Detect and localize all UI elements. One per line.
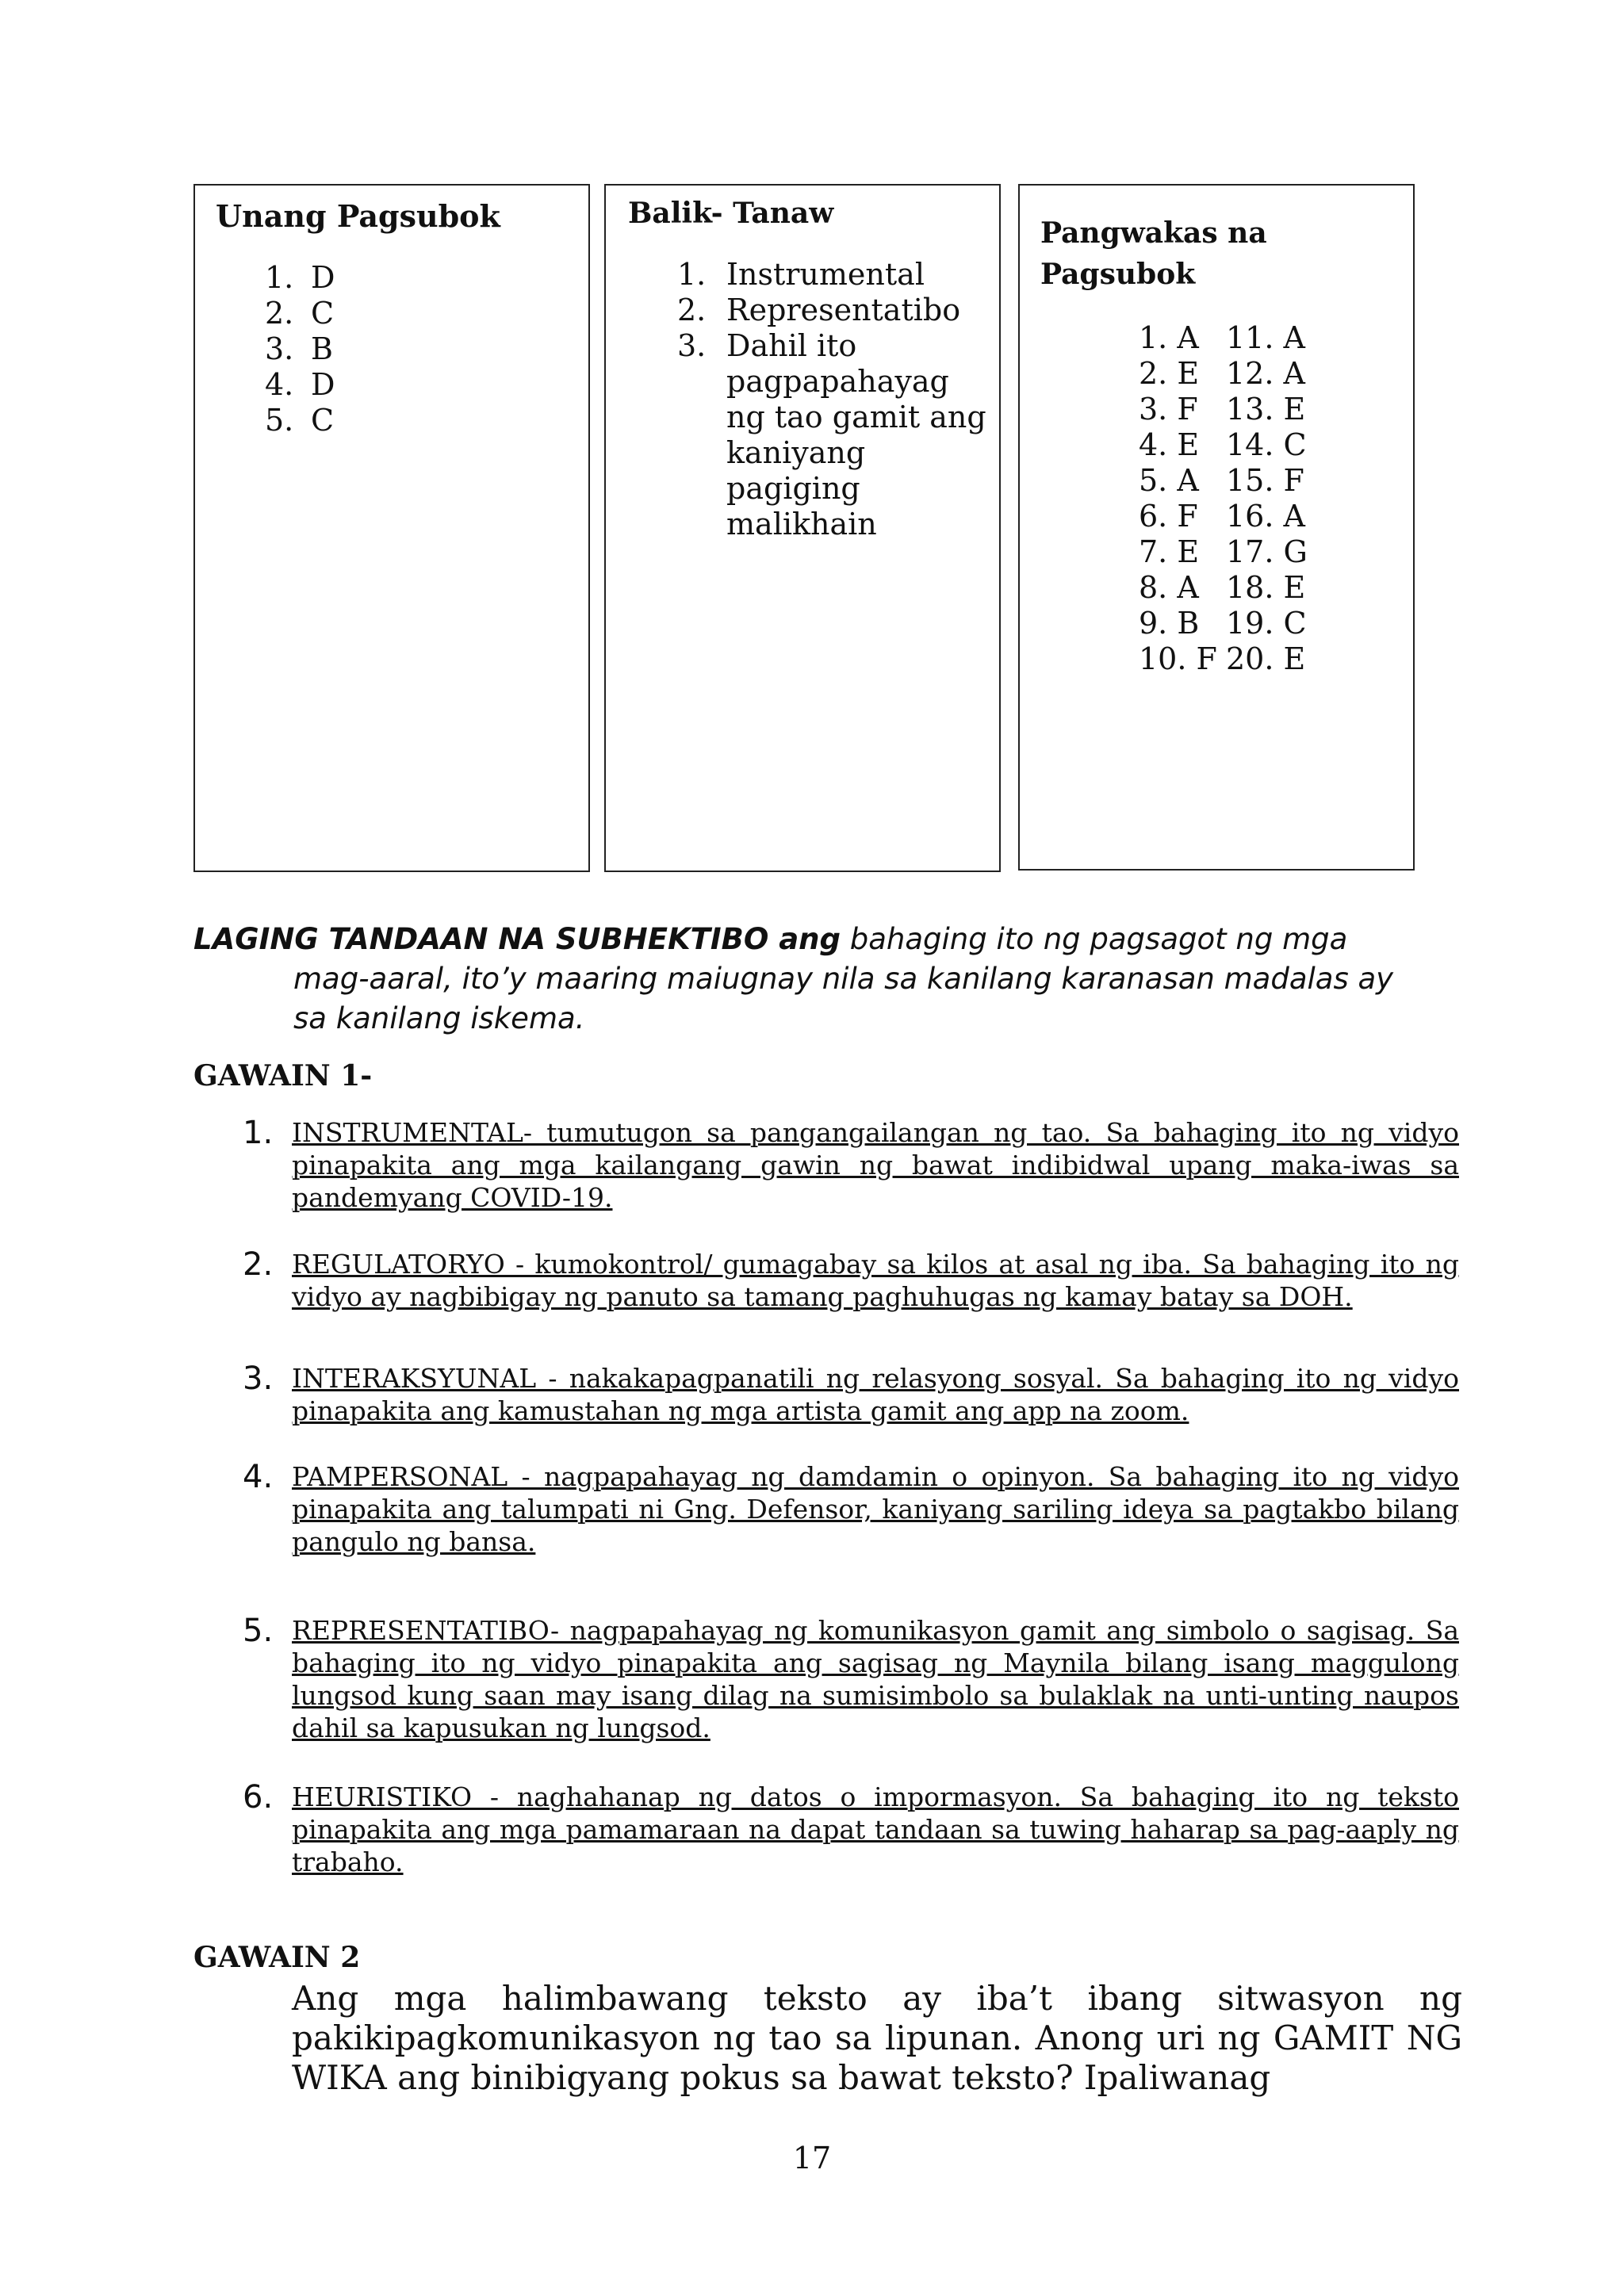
answer-list	[677, 257, 994, 542]
list-item: 5. A 15. F	[1139, 463, 1304, 498]
answer-box-pangwakas	[1018, 184, 1415, 871]
answer-list	[1139, 320, 1308, 677]
box-title: Balik- Tanaw	[628, 197, 834, 230]
list-item: 1. D	[265, 260, 335, 295]
box-title: Unang Pagsubok	[216, 198, 500, 234]
gawain-1-item: 4. PAMPERSONAL - nagpapahayag ng damdamin o opinyon. Sa bahaging ito ng vidyo pinapakita ang talumpati ni Gng. Defensor, kaniyang sariling ideya sa pagtakbo bilang pangulo ng bansa.	[243, 1459, 1459, 1557]
gawain-1-item: 3. INTERAKSYUNAL - nakakapagpanatili ng relasyong sosyal. Sa bahaging ito ng vidyo pinapakita ang kamustahan ng mga artista gamit ang app na zoom.	[243, 1360, 1459, 1426]
list-item: 2. E 12. A	[1139, 356, 1305, 391]
list-item: 1. A 11. A	[1139, 320, 1305, 355]
answer-box-balik-tanaw	[604, 184, 1001, 872]
box-title: Pangwakas na Pagsubok	[1040, 216, 1267, 291]
gawain-1-item: 2. REGULATORYO - kumokontrol/ gumagabay sa kilos at asal ng iba. Sa bahaging ito ng vidyo ay nagbibigay ng panuto sa tamang paghuhugas ng kamay batay sa DOH.	[243, 1246, 1459, 1312]
list-item: 5. C	[265, 403, 335, 438]
list-item: 4. E 14. C	[1139, 427, 1307, 462]
gawain-1-item: 5. REPRESENTATIBO- nagpapahayag ng komunikasyon gamit ang simbolo o sagisag. Sa bahaging ito ng vidyo pinapakita ang sagisag ng Maynila bilang isang maggulong lungsod kung saan may isang dilag na sumisimbolo sa bulaklak na unti-unting naupos dahil sa kapusukan ng lungsod.	[243, 1613, 1459, 1743]
list-item: 10. F 20. E	[1139, 641, 1306, 676]
answer-list	[265, 260, 335, 438]
list-item: 1. Instrumental	[677, 257, 925, 292]
note-emphasis: LAGING TANDAAN NA SUBHEKTIBO ang	[193, 922, 841, 956]
gawain-2-instructions: Ang mga halimbawang teksto ay iba’t ibang sitwasyon ng pakikipagkomunikasyon ng tao sa lipunan. Anong uri ng GAMIT NG WIKA ang binibigyang pokus sa bawat teksto? Ipaliwanag	[292, 1979, 1462, 2097]
list-item: 3. F 13. E	[1139, 392, 1306, 427]
list-item: 8. A 18. E	[1139, 570, 1306, 605]
list-item: 3. B	[265, 331, 333, 366]
gawain-1-item: 6. HEURISTIKO - naghahanap ng datos o impormasyon. Sa bahaging ito ng teksto pinapakita ang mga pamamaraan na dapat tandaan sa tuwing haharap sa pag-aaply ng trabaho.	[243, 1779, 1459, 1877]
list-item: 9. B 19. C	[1139, 606, 1307, 641]
gawain-1-item: 1. INSTRUMENTAL- tumutugon sa pangangailangan ng tao. Sa bahaging ito ng vidyo pinapakita ang mga kailangang gawin ng bawat indibidwal upang maka-iwas sa pandemyang COVID-19.	[243, 1115, 1459, 1213]
list-item: 7. E 17. G	[1139, 534, 1308, 569]
list-item: 2. Representatibo	[677, 293, 961, 327]
gawain-2-heading: GAWAIN 2	[193, 1941, 361, 1974]
page-number: 17	[792, 2141, 832, 2175]
list-item: 2. C	[265, 296, 335, 331]
note-text: bahaging ito ng pagsagot ng mga mag-aaral, ito’y maaring maiugnay nila sa kanilang karanasan madalas ay sa kanilang iskema.	[293, 922, 1394, 1035]
list-item: 3. Dahil ito pagpapahayag ng tao gamit ang kaniyang pagiging malikhain	[677, 328, 986, 541]
list-item: 4. D	[265, 367, 335, 402]
gawain-1-heading: GAWAIN 1-	[193, 1059, 373, 1093]
list-item: 6. F 16. A	[1139, 499, 1305, 534]
answer-box-unang-pagsubok	[193, 184, 590, 872]
reminder-note	[193, 920, 1399, 1039]
